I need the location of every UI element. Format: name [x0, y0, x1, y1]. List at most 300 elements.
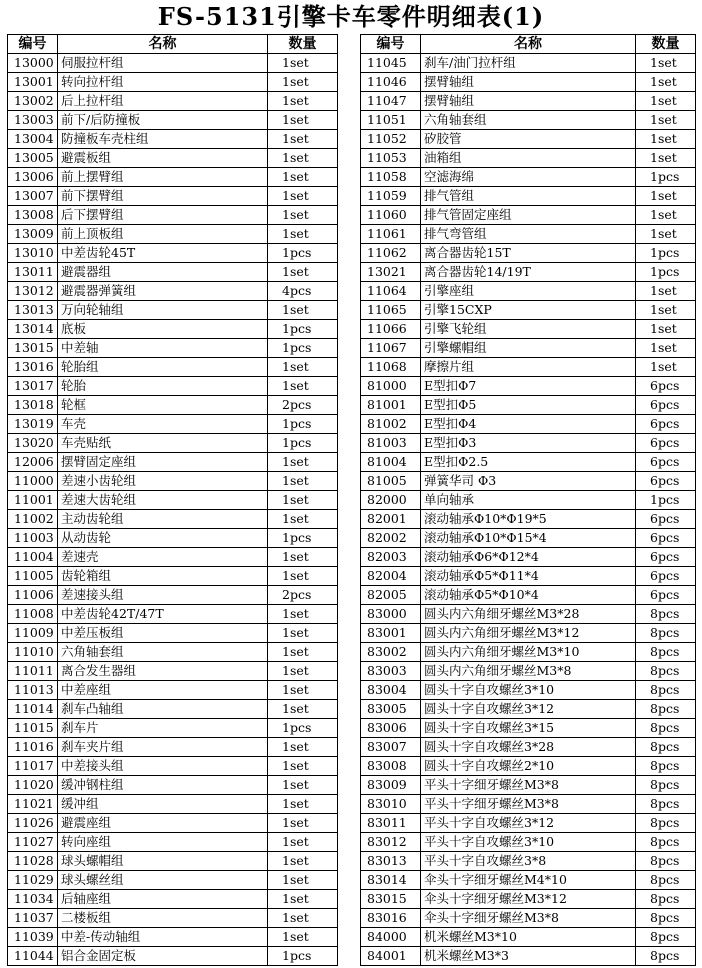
part-name: 滚动轴承Φ6*Φ12*4 [421, 548, 636, 567]
part-name: 后轴座组 [58, 890, 268, 909]
part-name: 伞头十字细牙螺丝M3*12 [421, 890, 636, 909]
part-name: 从动齿轮 [58, 529, 268, 548]
part-code: 81002 [361, 415, 421, 434]
part-code: 81004 [361, 453, 421, 472]
part-code: 11020 [8, 776, 58, 795]
part-qty: 1pcs [636, 263, 696, 282]
part-code: 11034 [8, 890, 58, 909]
part-qty: 1set [268, 814, 338, 833]
table-row [361, 928, 696, 947]
part-code: 13019 [8, 415, 58, 434]
part-name: 防撞板车壳柱组 [58, 130, 268, 149]
table-row [361, 130, 696, 149]
part-code: 83009 [361, 776, 421, 795]
part-code: 11060 [361, 206, 421, 225]
part-qty: 1set [268, 130, 338, 149]
table-row [8, 168, 338, 187]
part-name: 中差压板组 [58, 624, 268, 643]
part-name: 轮胎组 [58, 358, 268, 377]
part-qty: 1set [268, 206, 338, 225]
part-qty: 1set [268, 738, 338, 757]
part-code: 13001 [8, 73, 58, 92]
part-code: 13007 [8, 187, 58, 206]
table-row [8, 814, 338, 833]
table-row [361, 643, 696, 662]
part-code: 11011 [8, 662, 58, 681]
part-name: 机米螺丝M3*3 [421, 947, 636, 966]
table-row [361, 92, 696, 111]
part-qty: 1set [636, 149, 696, 168]
table-header-row [8, 35, 338, 54]
part-qty: 8pcs [636, 662, 696, 681]
part-qty: 8pcs [636, 681, 696, 700]
part-qty: 1set [268, 890, 338, 909]
part-name: 圆头内六角细牙螺丝M3*10 [421, 643, 636, 662]
part-code: 83016 [361, 909, 421, 928]
table-row [8, 852, 338, 871]
part-name: 矽胶管 [421, 130, 636, 149]
page-title: FS-5131引擎卡车零件明细表(1) [157, 2, 545, 31]
table-row [8, 605, 338, 624]
part-code: 11037 [8, 909, 58, 928]
part-qty: 1set [636, 130, 696, 149]
part-qty: 1set [636, 358, 696, 377]
part-code: 82000 [361, 491, 421, 510]
header-qty: 数量 [268, 35, 338, 54]
part-name: E型扣Φ7 [421, 377, 636, 396]
part-name: 刹车片 [58, 719, 268, 738]
part-name: 避震板组 [58, 149, 268, 168]
part-name: 离合器齿轮14/19T [421, 263, 636, 282]
part-name: 铝合金固定板 [58, 947, 268, 966]
part-qty: 1set [636, 111, 696, 130]
part-name: 圆头十字自攻螺丝3*12 [421, 700, 636, 719]
part-name: 滚动轴承Φ10*Φ15*4 [421, 529, 636, 548]
header-code: 编号 [8, 35, 58, 54]
part-qty: 8pcs [636, 757, 696, 776]
part-code: 13016 [8, 358, 58, 377]
part-name: 前下摆臂组 [58, 187, 268, 206]
part-code: 11065 [361, 301, 421, 320]
part-name: 圆头十字自攻螺丝2*10 [421, 757, 636, 776]
table-row [8, 111, 338, 130]
part-code: 11045 [361, 54, 421, 73]
table-row [361, 909, 696, 928]
table-row [8, 244, 338, 263]
part-code: 13002 [8, 92, 58, 111]
part-name: 油箱组 [421, 149, 636, 168]
part-name: E型扣Φ3 [421, 434, 636, 453]
part-code: 83005 [361, 700, 421, 719]
part-name: E型扣Φ2.5 [421, 453, 636, 472]
table-row [361, 890, 696, 909]
part-name: 球头螺帽组 [58, 852, 268, 871]
table-row [8, 890, 338, 909]
part-code: 11029 [8, 871, 58, 890]
part-code: 11047 [361, 92, 421, 111]
part-qty: 1pcs [268, 947, 338, 966]
header-code: 编号 [361, 35, 421, 54]
table-row [8, 757, 338, 776]
table-row [361, 662, 696, 681]
part-code: 11066 [361, 320, 421, 339]
part-qty: 1pcs [268, 529, 338, 548]
part-qty: 1set [268, 776, 338, 795]
table-row [8, 206, 338, 225]
part-name: 前上摆臂组 [58, 168, 268, 187]
part-name: 圆头十字自攻螺丝3*10 [421, 681, 636, 700]
part-name: 滚动轴承Φ10*Φ19*5 [421, 510, 636, 529]
table-row [361, 168, 696, 187]
part-code: 82002 [361, 529, 421, 548]
part-code: 13011 [8, 263, 58, 282]
part-name: 六角轴套组 [58, 643, 268, 662]
table-row [361, 187, 696, 206]
part-qty: 1set [636, 225, 696, 244]
table-row [8, 567, 338, 586]
part-qty: 1set [268, 225, 338, 244]
part-code: 11000 [8, 472, 58, 491]
table-row [8, 624, 338, 643]
part-code: 11003 [8, 529, 58, 548]
part-qty: 6pcs [636, 453, 696, 472]
table-row [361, 795, 696, 814]
table-row [8, 719, 338, 738]
part-qty: 1set [268, 377, 338, 396]
part-name: 圆头内六角细牙螺丝M3*28 [421, 605, 636, 624]
part-qty: 1set [268, 700, 338, 719]
part-name: 齿轮箱组 [58, 567, 268, 586]
part-name: 转向拉杆组 [58, 73, 268, 92]
part-name: 差速小齿轮组 [58, 472, 268, 491]
part-qty: 1set [636, 54, 696, 73]
part-qty: 1set [268, 92, 338, 111]
part-name: 差速壳 [58, 548, 268, 567]
table-row [361, 73, 696, 92]
part-name: 轮胎 [58, 377, 268, 396]
part-name: 圆头内六角细牙螺丝M3*8 [421, 662, 636, 681]
part-code: 11061 [361, 225, 421, 244]
part-code: 11053 [361, 149, 421, 168]
part-qty: 1set [268, 795, 338, 814]
part-name: 刹车凸轴组 [58, 700, 268, 719]
part-code: 11028 [8, 852, 58, 871]
part-qty: 8pcs [636, 795, 696, 814]
part-name: 避震座组 [58, 814, 268, 833]
table-row [8, 320, 338, 339]
part-name: 二楼板组 [58, 909, 268, 928]
table-row [361, 947, 696, 966]
part-name: 前下/后防撞板 [58, 111, 268, 130]
part-name: 平头十字细牙螺丝M3*8 [421, 795, 636, 814]
part-name: 弹簧华司 Φ3 [421, 472, 636, 491]
table-row [8, 510, 338, 529]
part-qty: 1set [636, 320, 696, 339]
part-qty: 1set [636, 206, 696, 225]
table-row [8, 738, 338, 757]
part-name: 主动齿轮组 [58, 510, 268, 529]
part-qty: 6pcs [636, 510, 696, 529]
part-name: 排气管固定座组 [421, 206, 636, 225]
part-qty: 1pcs [268, 244, 338, 263]
part-name: 后上拉杆组 [58, 92, 268, 111]
part-code: 11004 [8, 548, 58, 567]
table-row [361, 833, 696, 852]
part-name: 摩擦片组 [421, 358, 636, 377]
table-row [8, 396, 338, 415]
table-row [8, 282, 338, 301]
part-qty: 1set [636, 187, 696, 206]
part-code: 11021 [8, 795, 58, 814]
part-qty: 1set [636, 301, 696, 320]
part-qty: 1set [268, 453, 338, 472]
table-row [361, 510, 696, 529]
part-qty: 6pcs [636, 567, 696, 586]
part-code: 11062 [361, 244, 421, 263]
part-qty: 1set [268, 73, 338, 92]
table-row [361, 738, 696, 757]
part-name: 伺服拉杆组 [58, 54, 268, 73]
part-code: 83011 [361, 814, 421, 833]
table-row [361, 681, 696, 700]
part-qty: 1pcs [636, 244, 696, 263]
part-qty: 8pcs [636, 890, 696, 909]
part-name: 摆臂轴组 [421, 73, 636, 92]
table-row [361, 814, 696, 833]
part-code: 83004 [361, 681, 421, 700]
part-code: 82003 [361, 548, 421, 567]
part-qty: 8pcs [636, 852, 696, 871]
part-name: 前上顶板组 [58, 225, 268, 244]
part-code: 84000 [361, 928, 421, 947]
part-code: 11046 [361, 73, 421, 92]
part-qty: 1set [636, 92, 696, 111]
part-qty: 6pcs [636, 529, 696, 548]
part-name: 引擎螺帽组 [421, 339, 636, 358]
part-qty: 1set [636, 339, 696, 358]
part-qty: 1pcs [268, 719, 338, 738]
part-code: 11015 [8, 719, 58, 738]
part-qty: 6pcs [636, 548, 696, 567]
part-name: 平头十字自攻螺丝3*8 [421, 852, 636, 871]
part-code: 13012 [8, 282, 58, 301]
part-code: 11009 [8, 624, 58, 643]
part-qty: 1pcs [268, 415, 338, 434]
table-row [361, 358, 696, 377]
part-code: 11014 [8, 700, 58, 719]
table-row [361, 719, 696, 738]
table-row [361, 54, 696, 73]
part-code: 11067 [361, 339, 421, 358]
table-row [8, 187, 338, 206]
table-row [8, 225, 338, 244]
table-row [8, 415, 338, 434]
part-qty: 1set [268, 852, 338, 871]
part-code: 83008 [361, 757, 421, 776]
part-name: 空滤海绵 [421, 168, 636, 187]
part-name: 球头螺丝组 [58, 871, 268, 890]
table-row [361, 491, 696, 510]
part-name: 中差接头组 [58, 757, 268, 776]
part-qty: 1set [268, 662, 338, 681]
part-qty: 6pcs [636, 377, 696, 396]
part-name: 中差座组 [58, 681, 268, 700]
part-code: 81000 [361, 377, 421, 396]
table-row [361, 852, 696, 871]
part-qty: 8pcs [636, 909, 696, 928]
table-row [8, 700, 338, 719]
part-code: 13009 [8, 225, 58, 244]
table-row [8, 491, 338, 510]
part-code: 13018 [8, 396, 58, 415]
part-qty: 8pcs [636, 700, 696, 719]
part-name: 伞头十字细牙螺丝M3*8 [421, 909, 636, 928]
part-qty: 1set [268, 301, 338, 320]
part-qty: 6pcs [636, 415, 696, 434]
part-qty: 1pcs [268, 434, 338, 453]
part-code: 13020 [8, 434, 58, 453]
part-qty: 1set [268, 548, 338, 567]
part-qty: 8pcs [636, 605, 696, 624]
table-row [361, 871, 696, 890]
part-qty: 4pcs [268, 282, 338, 301]
table-row [361, 111, 696, 130]
table-row [361, 415, 696, 434]
part-name: 平头十字细牙螺丝M3*8 [421, 776, 636, 795]
table-row [8, 529, 338, 548]
part-code: 83007 [361, 738, 421, 757]
table-row [8, 909, 338, 928]
part-qty: 1set [636, 282, 696, 301]
table-row [361, 529, 696, 548]
part-code: 11039 [8, 928, 58, 947]
table-row [361, 396, 696, 415]
part-name: 单向轴承 [421, 491, 636, 510]
table-row [361, 472, 696, 491]
table-row [361, 377, 696, 396]
part-qty: 1set [268, 833, 338, 852]
table-row [361, 567, 696, 586]
part-code: 11026 [8, 814, 58, 833]
part-code: 11027 [8, 833, 58, 852]
part-code: 12006 [8, 453, 58, 472]
part-name: 滚动轴承Φ5*Φ11*4 [421, 567, 636, 586]
table-row [361, 301, 696, 320]
part-name: 底板 [58, 320, 268, 339]
table-row [8, 263, 338, 282]
part-qty: 6pcs [636, 434, 696, 453]
part-code: 13010 [8, 244, 58, 263]
part-qty: 6pcs [636, 586, 696, 605]
part-code: 11002 [8, 510, 58, 529]
part-name: 中差-传动轴组 [58, 928, 268, 947]
table-row [361, 624, 696, 643]
part-qty: 8pcs [636, 871, 696, 890]
part-qty: 8pcs [636, 833, 696, 852]
part-code: 11010 [8, 643, 58, 662]
part-qty: 8pcs [636, 643, 696, 662]
part-code: 83013 [361, 852, 421, 871]
table-row [361, 700, 696, 719]
part-qty: 1set [268, 187, 338, 206]
table-row [8, 871, 338, 890]
part-name: 后下摆臂组 [58, 206, 268, 225]
part-qty: 1set [268, 472, 338, 491]
part-qty: 8pcs [636, 928, 696, 947]
part-name: 车壳 [58, 415, 268, 434]
table-row [361, 453, 696, 472]
table-row [8, 130, 338, 149]
part-qty: 1set [268, 928, 338, 947]
part-qty: 1set [268, 909, 338, 928]
part-name: 引擎飞轮组 [421, 320, 636, 339]
part-code: 83002 [361, 643, 421, 662]
part-code: 82005 [361, 586, 421, 605]
table-row [361, 757, 696, 776]
part-code: 83001 [361, 624, 421, 643]
part-code: 13004 [8, 130, 58, 149]
part-code: 11008 [8, 605, 58, 624]
part-qty: 1set [268, 263, 338, 282]
part-name: 摆臂轴组 [421, 92, 636, 111]
part-code: 82001 [361, 510, 421, 529]
part-code: 11006 [8, 586, 58, 605]
part-qty: 1set [268, 871, 338, 890]
part-name: 平头十字自攻螺丝3*12 [421, 814, 636, 833]
part-qty: 1set [268, 567, 338, 586]
table-row [8, 73, 338, 92]
part-name: 引擎15CXP [421, 301, 636, 320]
part-name: 差速大齿轮组 [58, 491, 268, 510]
table-row [8, 795, 338, 814]
part-name: 轮框 [58, 396, 268, 415]
part-qty: 1set [268, 624, 338, 643]
part-qty: 1set [268, 605, 338, 624]
table-row [8, 548, 338, 567]
table-row [8, 833, 338, 852]
table-row [8, 92, 338, 111]
part-name: 避震器弹簧组 [58, 282, 268, 301]
part-qty: 2pcs [268, 586, 338, 605]
part-qty: 1pcs [636, 491, 696, 510]
header-name: 名称 [421, 35, 636, 54]
parts-table-right [360, 34, 696, 966]
part-code: 83012 [361, 833, 421, 852]
part-name: 缓冲组 [58, 795, 268, 814]
part-name: 六角轴套组 [421, 111, 636, 130]
part-name: 中差齿轮45T [58, 244, 268, 263]
table-row [361, 776, 696, 795]
part-code: 13017 [8, 377, 58, 396]
part-code: 11068 [361, 358, 421, 377]
part-qty: 8pcs [636, 947, 696, 966]
part-name: 车壳贴纸 [58, 434, 268, 453]
part-qty: 8pcs [636, 776, 696, 795]
part-code: 13014 [8, 320, 58, 339]
part-qty: 1set [268, 681, 338, 700]
part-name: 转向座组 [58, 833, 268, 852]
part-name: 圆头十字自攻螺丝3*15 [421, 719, 636, 738]
part-qty: 1set [636, 73, 696, 92]
table-row [361, 263, 696, 282]
table-row [8, 776, 338, 795]
part-qty: 1pcs [268, 339, 338, 358]
part-qty: 1set [268, 54, 338, 73]
part-code: 13005 [8, 149, 58, 168]
table-row [361, 548, 696, 567]
part-name: 刹车夹片组 [58, 738, 268, 757]
table-row [361, 282, 696, 301]
